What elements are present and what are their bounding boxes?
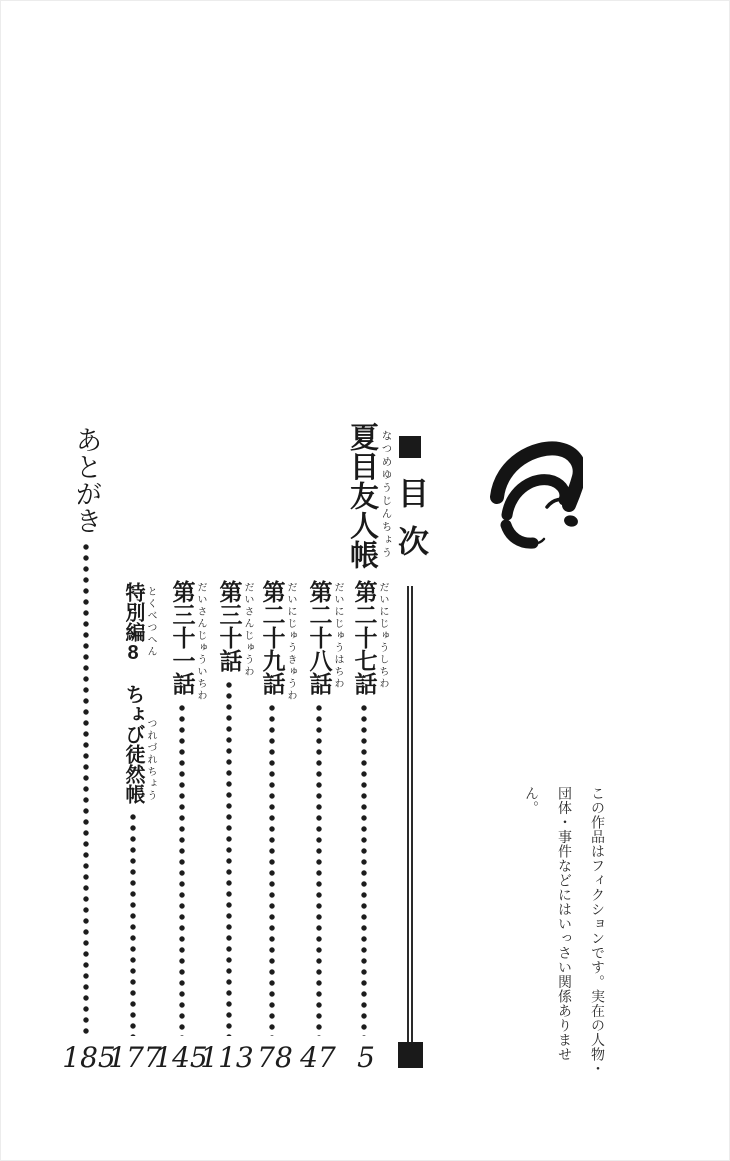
contents-heading: 目次 [393,477,428,573]
series-title-furigana: なつめゆうじんちょう [380,430,393,560]
series-title: 夏目友人帳 [346,422,378,570]
toc-entry-title: 第三十一話 [169,580,196,695]
dot-leader [83,543,89,1036]
toc-entry-furigana: だいにじゅうしちわ [377,582,388,690]
disclaimer-line: 団体・事件などにはいっさい関係ありません。 [523,786,571,1062]
toc-entry-furigana: とくべつへん [145,586,156,658]
toc-entry-title: 第二十九話 [259,580,286,695]
dot-leader [316,704,322,1036]
toc-entry-title: 第二十八話 [306,580,333,695]
dot-leader [226,681,232,1036]
face-logo-icon [487,441,583,549]
toc-entry [302,580,336,1036]
disclaimer-line: この作品はフィクションです。実在の人物・ [589,786,604,1076]
page-number: 78 [257,1041,293,1074]
dot-leader [361,704,367,1036]
page-number: 113 [200,1041,254,1074]
contents-end-square [398,1042,423,1068]
page-number: 185 [62,1041,116,1074]
toc-entry-furigana: だいさんじゅうわ [242,582,253,678]
toc-entry-furigana: だいさんじゅういちわ [195,582,206,702]
contents-double-rule [407,586,413,1042]
toc-entry-title: 特別編8 ちょび徒然帳 [122,582,144,804]
dot-leader [130,813,136,1036]
toc-entry [212,580,246,1036]
page-number: 5 [357,1041,375,1074]
page-number: 145 [154,1041,208,1074]
disclaimer [514,786,613,1086]
dot-leader [269,704,275,1036]
dot-leader [179,704,185,1036]
toc-entry [69,426,103,1036]
toc-entry-title: 第三十話 [216,580,243,672]
toc-entry-furigana: だいにじゅうはちわ [332,582,343,690]
contents-bullet-square [399,436,421,458]
page-number: 47 [300,1041,336,1074]
toc-entry [165,580,199,1036]
toc-entry-furigana: だいにじゅうきゅうわ [285,582,296,702]
page-number: 177 [108,1041,162,1074]
toc-entry [255,580,289,1036]
toc-entry [347,580,381,1036]
toc-entry-furigana: つれづれちょう [145,718,156,802]
toc-entry-title: 第二十七話 [351,580,378,695]
toc-entry-title: あとがき [71,426,102,534]
